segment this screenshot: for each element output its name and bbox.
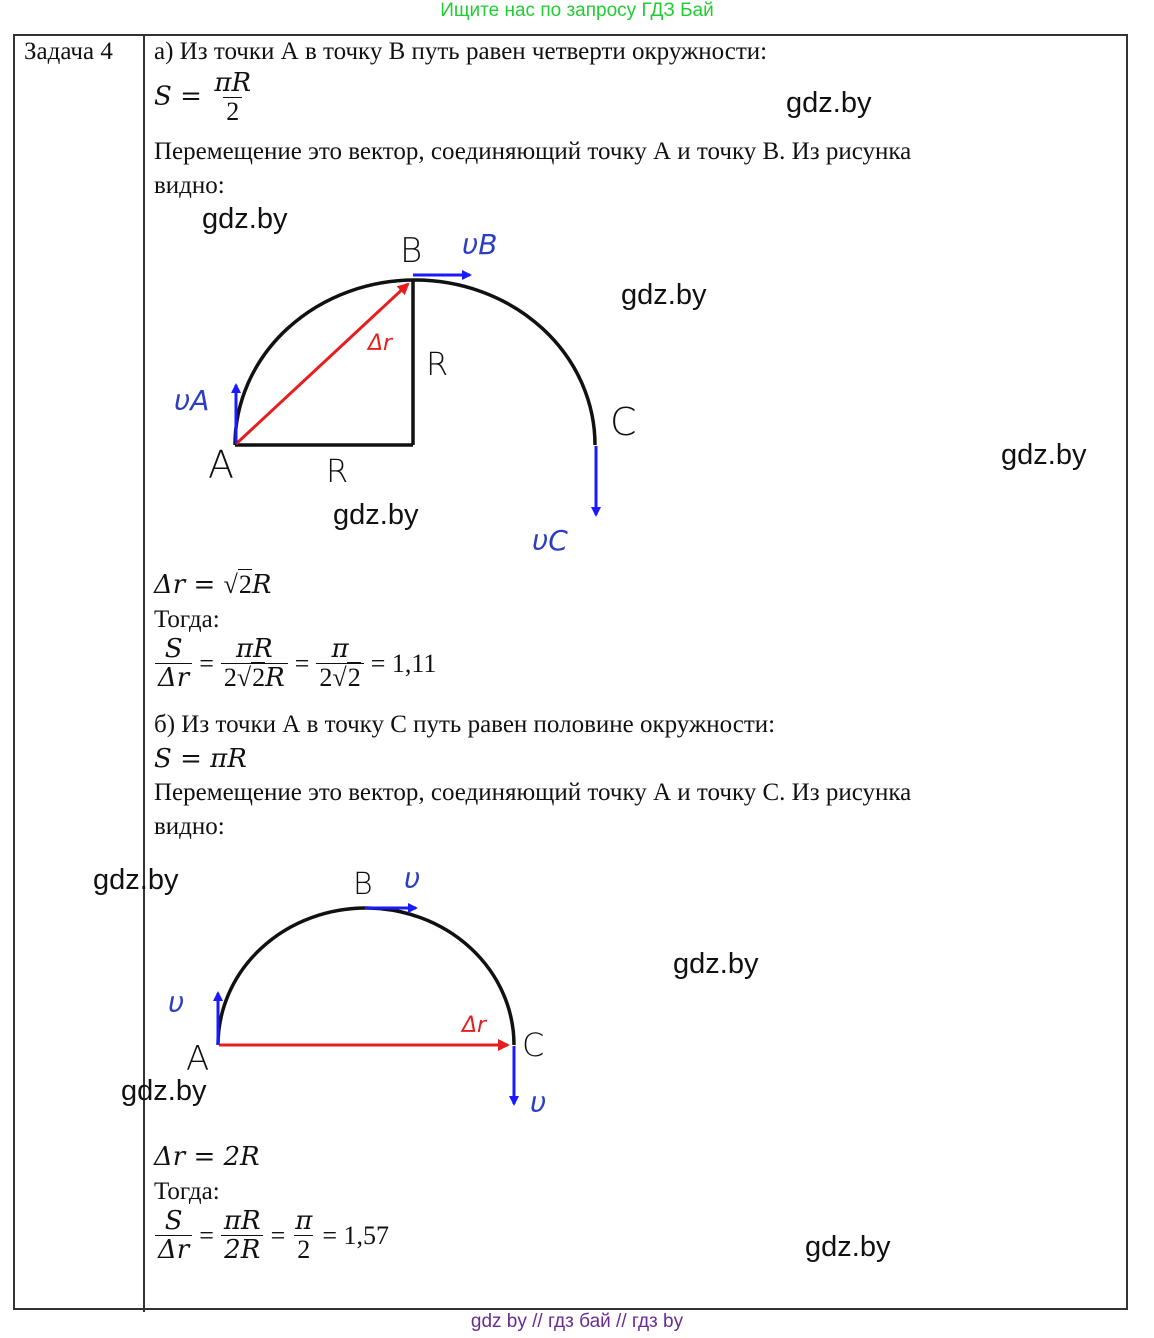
part-b-r2-den: 2R	[221, 1235, 263, 1265]
part-a-r2-den-a: 2	[223, 663, 237, 693]
fig1-label-b: B	[400, 231, 423, 271]
sqrt-sign-icon: √	[332, 663, 347, 693]
part-a-r1-num: S	[164, 634, 183, 664]
part-b-r2-num: πR	[223, 1206, 261, 1236]
fig1-label-r-side: R	[426, 345, 449, 383]
watermark: gdz.by	[202, 203, 288, 235]
task-label: Задача 4	[24, 38, 113, 65]
part-a-dr-lhs: Δr =	[154, 570, 224, 600]
sqrt-sign-icon: √	[223, 570, 238, 599]
footer-links: gdz by // гдз бай // гдз by	[470, 1311, 684, 1332]
part-b-r1-num: S	[164, 1206, 183, 1236]
part-a-r3-den-a: 2	[319, 663, 333, 693]
fig2-label-vc: υ	[530, 1086, 547, 1119]
part-a-r2-den-rad: 2	[252, 663, 266, 693]
part-b-r3-num: π	[295, 1206, 313, 1236]
fig1-label-r-base: R	[326, 452, 349, 490]
part-b-ratio: $\frac{S}{\Delta r}$ = $\frac{\pi R}{2R}$ = $\frac{\pi}{2}$ = 1,57	[152, 1208, 389, 1265]
fig2-label-vb: υ	[404, 862, 421, 895]
part-a-then: Тогда:	[154, 606, 220, 633]
part-b-move-line1: Перемещение это вектор, соединяющий точку А и точку С. Из рисунка	[154, 779, 912, 806]
fig2-label-b: B	[353, 867, 373, 902]
fig1-semicircle-arc	[235, 280, 595, 445]
fig2-label-dr: Δr	[462, 1013, 487, 1038]
figure-2	[168, 862, 546, 1119]
part-a-s-den: 2	[223, 97, 242, 127]
part-a-r1-den: Δr	[155, 663, 192, 693]
fig2-label-c: C	[522, 1026, 545, 1064]
part-a-r2-den-b: R	[265, 663, 285, 694]
watermark: gdz.by	[1001, 439, 1087, 471]
part-b-move-line2: видно:	[154, 813, 225, 840]
watermark: gdz.by	[786, 87, 872, 119]
part-a-r2-num: πR	[235, 634, 273, 664]
fig1-label-vc: υC	[532, 524, 568, 557]
part-a-intro: а) Из точки А в точку В путь равен четверти окружности:	[154, 38, 768, 65]
fig1-label-a: A	[208, 443, 234, 487]
watermark: gdz.by	[93, 864, 179, 896]
watermark: gdz.by	[121, 1075, 207, 1107]
fig1-label-va: υA	[174, 384, 210, 417]
fig2-label-a: A	[186, 1039, 210, 1079]
part-b-result: = 1,57	[322, 1221, 389, 1251]
part-b-r3-den: 2	[294, 1235, 313, 1265]
watermark: gdz.by	[673, 948, 759, 980]
part-a-dr-tail: R	[251, 570, 272, 600]
fig1-displacement-arrow	[236, 284, 408, 444]
fig1-label-dr: Δr	[368, 331, 393, 356]
part-a-move-line2: видно:	[154, 172, 225, 199]
part-a-dr-rad: 2	[238, 570, 252, 599]
fig2-label-va: υ	[168, 986, 185, 1019]
top-banner: Ищите нас по запросу ГДЗ Бай	[440, 0, 714, 21]
fig1-label-vb: υB	[462, 228, 498, 261]
part-b-then: Тогда:	[154, 1178, 220, 1205]
fig1-label-c: C	[610, 400, 637, 444]
watermark: gdz.by	[805, 1231, 891, 1263]
watermark: gdz.by	[621, 279, 707, 311]
part-a-move-line1: Перемещение это вектор, соединяющий точку А и точку В. Из рисунка	[154, 138, 912, 165]
part-a-s-lhs: S =	[154, 81, 202, 112]
part-b-path-formula: S = πR	[154, 744, 247, 774]
sqrt-sign-icon: √	[236, 663, 252, 693]
part-b-displacement: Δr = 2R	[154, 1142, 260, 1172]
part-a-s-num: πR	[214, 68, 252, 98]
watermark: gdz.by	[333, 499, 419, 531]
part-a-r3-num: π	[331, 634, 349, 664]
part-b-r1-den: Δr	[155, 1235, 192, 1265]
part-a-ratio: $\frac{S}{\Delta r}$ = $\frac{\pi R}{2√2R}$ = $\frac{\pi}{2√2}$ = 1,11	[152, 636, 436, 693]
part-b-intro: б) Из точки А в точку С путь равен половине окружности:	[154, 711, 776, 738]
part-a-result: = 1,11	[370, 649, 437, 679]
part-a-r3-den-rad: 2	[347, 663, 361, 693]
